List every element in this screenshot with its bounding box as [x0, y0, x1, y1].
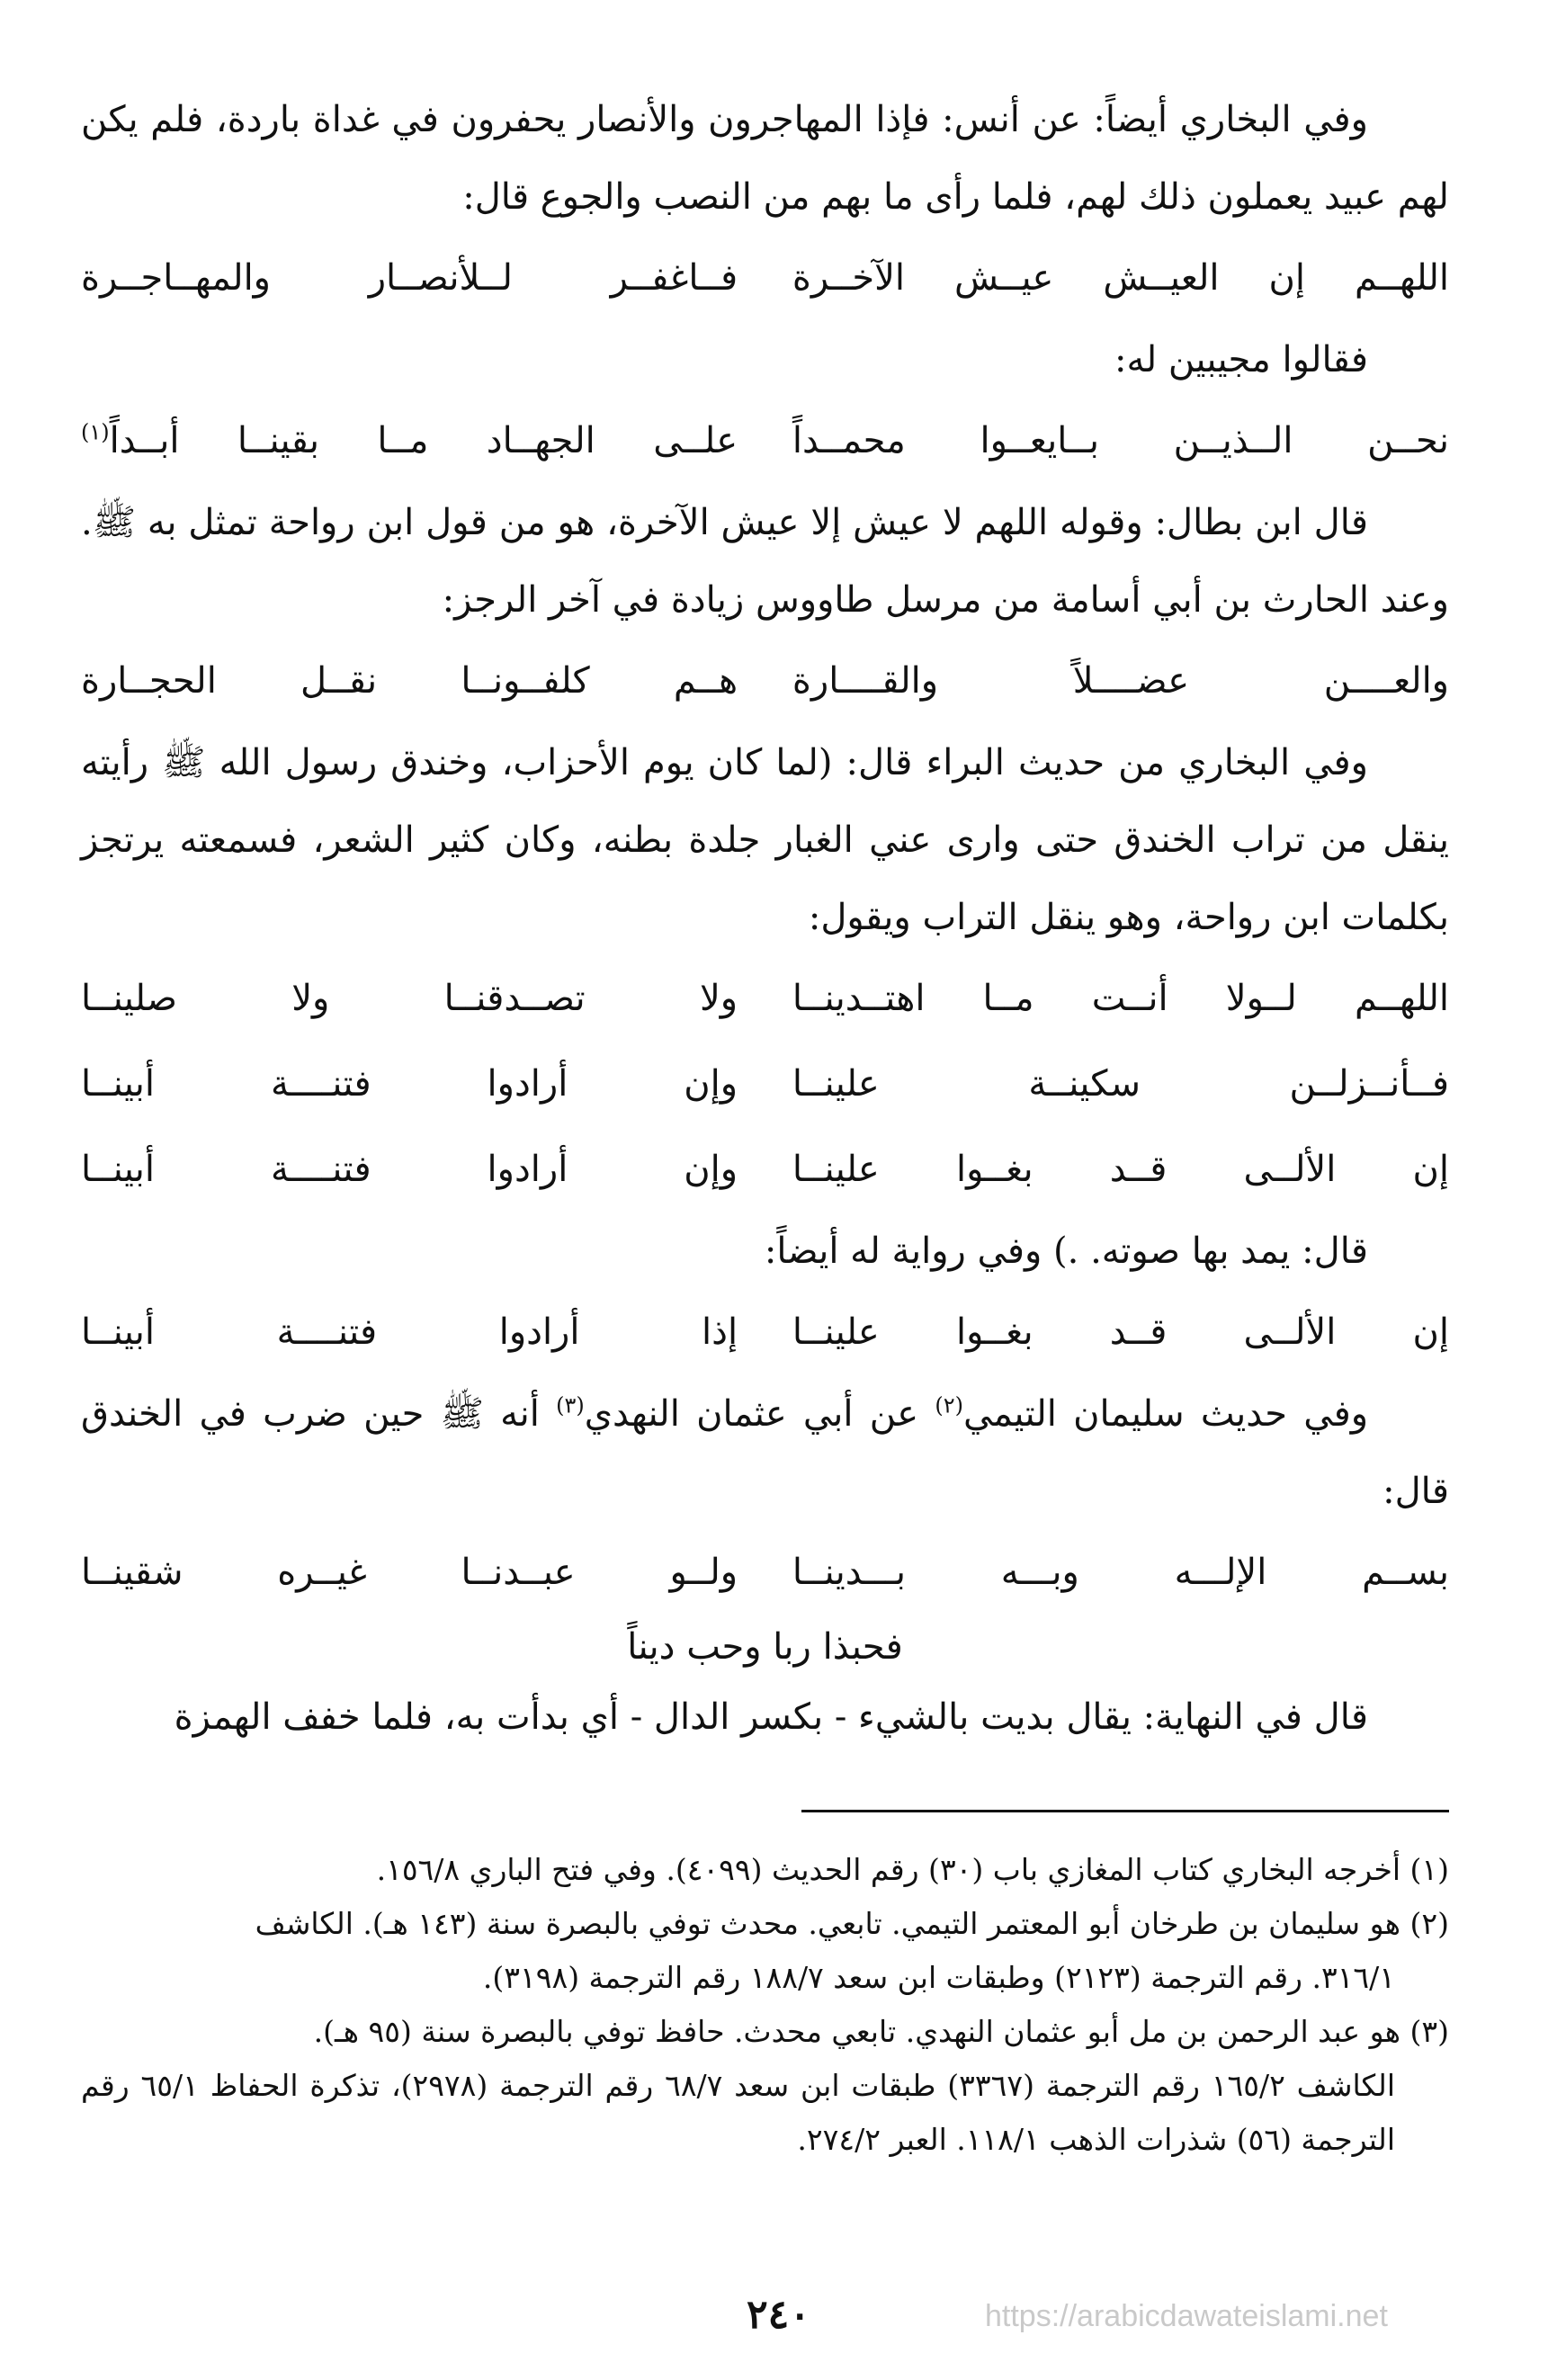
- verse-3: [81, 639, 1449, 724]
- verse-1-first-hemistich: اللهــم إن العيــش عيــش الآخــرة: [792, 257, 1449, 299]
- verse-3-first-hemistich: والعــــن عضــــلاً والقــــارة: [792, 660, 1449, 702]
- footnote-2-line-1: (٢) هو سليمان بن طرخان أبو المعتمر التيمي. تابعي. محدث توفي بالبصرة سنة (١٤٣ هـ). الكاشف: [255, 1906, 1449, 1941]
- verse-2-second-text: علــى الجهــاد مــا بقينــا أبــداً: [109, 420, 738, 461]
- verse-4: [81, 956, 1449, 1042]
- footnote-2-line-2: ٣١٦/١. رقم الترجمة (٢١٢٣) وطبقات ابن سعد ١٨٨/٧ رقم الترجمة (٣١٩٨).: [482, 1960, 1395, 1995]
- watermark-url: https://arabicdawateislami.net: [985, 2299, 1388, 2333]
- paragraph-2: فقالوا مجيبين له:: [1114, 339, 1368, 380]
- verse-6-first-hemistich: إن الألــى قــد بغــوا علينــا: [792, 1149, 1449, 1190]
- footnote-3: [81, 2005, 1449, 2167]
- verse-7-second-hemistich: إذا أرادوا فتنــــة أبينــا: [81, 1311, 738, 1353]
- verse-7: [81, 1290, 1449, 1375]
- paragraph-5: قال: يمد بها صوته. .) وفي رواية له أيضاً:: [764, 1230, 1368, 1272]
- verse-2-first-hemistich: نحــن الــذيــن بــايعــوا محمــداً: [792, 420, 1449, 461]
- verse-8: [81, 1530, 1449, 1615]
- paragraph-1: وفي البخاري أيضاً: عن أنس: فإذا المهاجرون والأنصار يحفرون في غداة باردة، فلم يكن لهم عبيد يعملون ذلك لهم، فلما رأى ما بهم من النصب والجوع قال:: [81, 99, 1449, 218]
- paragraph-6-middle: عن أبي عثمان النهدي: [584, 1393, 935, 1435]
- verse-1: [81, 236, 1449, 321]
- verse-9-centered: فحبذا ربا وحب ديناً: [627, 1626, 903, 1668]
- paragraph-4: وفي البخاري من حديث البراء قال: (لما كان يوم الأحزاب، وخندق رسول الله ﷺ رأيته ينقل من تراب الخندق حتى وارى عني الغبار جلدة بطنه، وكان كثير الشعر، فسمعته يرتجز بكلمات ابن رواحة، وهو ينقل التراب ويقول:: [81, 742, 1449, 938]
- page-number: ٢٤٠: [747, 2292, 810, 2338]
- verse-8-second-hemistich: ولــو عبــدنــا غيــره شقينــا: [81, 1552, 738, 1593]
- paragraph-6-end: أنه ﷺ حين ضرب في الخندق قال:: [81, 1393, 1449, 1512]
- paragraph-6-start: وفي حديث سليمان التيمي: [962, 1393, 1369, 1435]
- footnote-2: [81, 1897, 1449, 2005]
- footnote-divider: [801, 1810, 1449, 1812]
- verse-5: [81, 1042, 1449, 1127]
- verse-8-first-hemistich: بســم الإلـــه وبـــه بـــدينــا: [792, 1552, 1449, 1593]
- footnote-3-line-2: الكاشف ١٦٥/٢ رقم الترجمة (٣٣٦٧) طبقات ابن سعد ٦٨/٧ رقم الترجمة (٢٩٧٨)، تذكرة الحفاظ ٦٥/١ رقم الترجمة (٥٦) شذرات الذهب ١١٨/١. العبر ٢٧٤/٢.: [81, 2068, 1395, 2157]
- verse-1-second-hemistich: فــاغفــر لــلأنصــار والمهــاجــرة: [81, 257, 738, 299]
- verse-4-first-hemistich: اللهــم لــولا أنــت مــا اهتــدينــا: [792, 978, 1449, 1019]
- footnote-ref-3: (٣): [556, 1392, 585, 1418]
- verse-4-second-hemistich: ولا تصــدقنــا ولا صلينــا: [81, 978, 738, 1019]
- page-body: [81, 81, 1449, 2167]
- paragraph-7: قال في النهاية: يقال بديت بالشيء - بكسر الدال - أي بدأت به، فلما خفف الهمزة: [174, 1696, 1368, 1738]
- paragraph-3: قال ابن بطال: وقوله اللهم لا عيش إلا عيش الآخرة، هو من قول ابن رواحة تمثل به ﷺ. وعند الحارث بن أبي أسامة من مرسل طاووس زيادة في آخر الرجز:: [81, 502, 1449, 621]
- footnote-ref-2: (٢): [935, 1392, 963, 1418]
- verse-5-first-hemistich: فــأنــزلــن سكينــة علينــا: [792, 1063, 1449, 1105]
- verse-6-second-hemistich: وإن أرادوا فتنــــة أبينــا: [81, 1149, 738, 1190]
- verse-3-second-hemistich: هــم كلفــونــا نقــل الحجــارة: [81, 660, 738, 702]
- verse-6: [81, 1127, 1449, 1212]
- footnote-1: (١) أخرجه البخاري كتاب المغازي باب (٣٠) رقم الحديث (٤٠٩٩). وفي فتح الباري ١٥٦/٨.: [376, 1852, 1449, 1887]
- verse-7-first-hemistich: إن الألــى قــد بغــوا علينــا: [792, 1311, 1449, 1353]
- paragraph-6: [81, 1375, 1449, 1530]
- footnote-ref-1: (١): [81, 419, 110, 445]
- verse-2: [81, 398, 1449, 484]
- verse-5-second-hemistich: وإن أرادوا فتنــــة أبينــا: [81, 1063, 738, 1105]
- verse-2-second-hemistich: [81, 398, 738, 484]
- footnote-3-line-1: (٣) هو عبد الرحمن بن مل أبو عثمان النهدي. تابعي محدث. حافظ توفي بالبصرة سنة (٩٥ هـ).: [313, 2014, 1449, 2049]
